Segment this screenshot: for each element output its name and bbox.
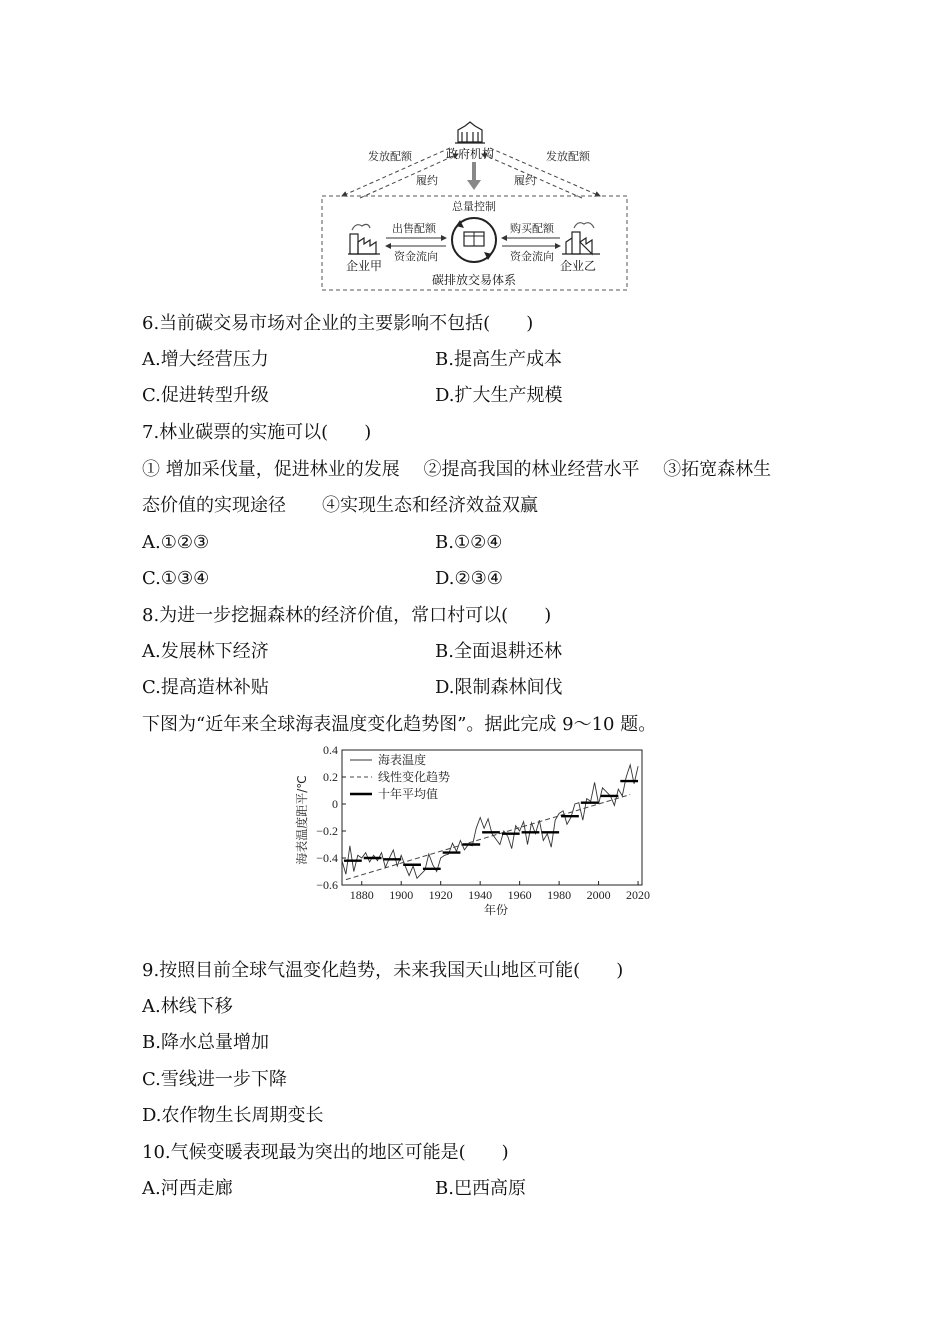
carbon-trading-diagram: [310, 118, 635, 296]
q8-stem: 8.为进一步挖掘森林的经济价值，常口村可以( ): [142, 605, 552, 626]
x-tick-label: 1980: [547, 888, 572, 902]
q10-option-a[interactable]: A.河西走廊: [142, 1178, 233, 1199]
q9-option-c[interactable]: C.雪线进一步下降: [142, 1069, 287, 1090]
comply-label-left: 履约: [416, 174, 438, 187]
chart-xlabel: 年份: [483, 903, 509, 917]
x-tick-label: 1960: [507, 888, 532, 902]
q6-option-b[interactable]: B.提高生产成本: [435, 349, 562, 370]
x-tick-label: 1940: [468, 888, 493, 902]
government-building-icon: [455, 122, 485, 143]
system-label: 碳排放交易体系: [431, 273, 517, 287]
q8-option-d[interactable]: D.限制森林间伐: [435, 677, 563, 698]
q7-option-a[interactable]: A.①②③: [142, 532, 210, 553]
issue-label-left: 发放配额: [368, 150, 412, 163]
q6-stem: 6.当前碳交易市场对企业的主要影响不包括( ): [142, 313, 534, 334]
legend-label: 十年平均值: [378, 787, 439, 801]
x-tick-label: 1880: [349, 888, 374, 902]
fund-label-left: 资金流向: [394, 250, 438, 263]
q9-option-d[interactable]: D.农作物生长周期变长: [142, 1105, 324, 1126]
q8-option-b[interactable]: B.全面退耕还林: [435, 641, 562, 662]
q6-option-d[interactable]: D.扩大生产规模: [435, 385, 563, 406]
company-a-label: 企业甲: [345, 259, 383, 273]
cycle-icon: [452, 218, 496, 262]
q7-statements-line1: ① 增加采伐量，促进林业的发展 ②提高我国的林业经营水平 ③拓宽森林生: [142, 459, 772, 480]
factory-a-icon: [348, 224, 380, 254]
q7-statements-line2: 态价值的实现途径 ④实现生态和经济效益双赢: [142, 495, 538, 516]
q8-option-c[interactable]: C.提高造林补贴: [142, 677, 269, 698]
sst-chart: [290, 742, 670, 922]
x-tick-label: 1900: [389, 888, 414, 902]
q7-option-b[interactable]: B.①②④: [435, 532, 503, 553]
q10-stem: 10.气候变暖表现最为突出的地区可能是( ): [142, 1142, 509, 1163]
chart-ylabel: 海表温度距平/℃: [295, 775, 309, 865]
factory-b-icon: [562, 223, 600, 254]
x-tick-label: 2000: [586, 888, 611, 902]
y-tick-label: −0.6: [316, 878, 338, 892]
y-tick-label: 0.2: [323, 770, 338, 784]
x-tick-label: 1920: [428, 888, 453, 902]
y-tick-label: −0.4: [316, 851, 338, 865]
q6-option-c[interactable]: C.促进转型升级: [142, 385, 269, 406]
buy-label: 购买配额: [510, 222, 554, 235]
company-b-label: 企业乙: [559, 259, 597, 273]
q7-stem: 7.林业碳票的实施可以( ): [142, 422, 372, 443]
q9-stem: 9.按照目前全球气温变化趋势，未来我国天山地区可能( ): [142, 960, 624, 981]
comply-label-right: 履约: [514, 174, 536, 187]
q6-option-a[interactable]: A.增大经营压力: [142, 349, 269, 370]
legend-label: 海表温度: [378, 753, 427, 767]
gov-label: 政府机构: [445, 147, 495, 161]
down-arrow-icon: [467, 162, 481, 190]
q7-option-c[interactable]: C.①③④: [142, 568, 210, 589]
q9-option-b[interactable]: B.降水总量增加: [142, 1032, 269, 1053]
issue-label-right: 发放配额: [546, 150, 590, 163]
chart-intro: 下图为“近年来全球海表温度变化趋势图”。据此完成 9～10 题。: [142, 714, 657, 735]
y-tick-label: −0.2: [316, 824, 338, 838]
q7-option-d[interactable]: D.②③④: [435, 568, 503, 589]
fund-label-right: 资金流向: [510, 250, 554, 263]
x-tick-label: 2020: [626, 888, 651, 902]
trend-line: [346, 795, 630, 880]
y-tick-label: 0: [332, 797, 338, 811]
total-control-label: 总量控制: [452, 200, 496, 213]
q10-option-b[interactable]: B.巴西高原: [435, 1178, 526, 1199]
q9-option-a[interactable]: A.林线下移: [142, 996, 233, 1017]
y-tick-label: 0.4: [323, 743, 338, 757]
sell-label: 出售配额: [392, 222, 436, 235]
q8-option-a[interactable]: A.发展林下经济: [142, 641, 269, 662]
legend-label: 线性变化趋势: [378, 770, 451, 784]
